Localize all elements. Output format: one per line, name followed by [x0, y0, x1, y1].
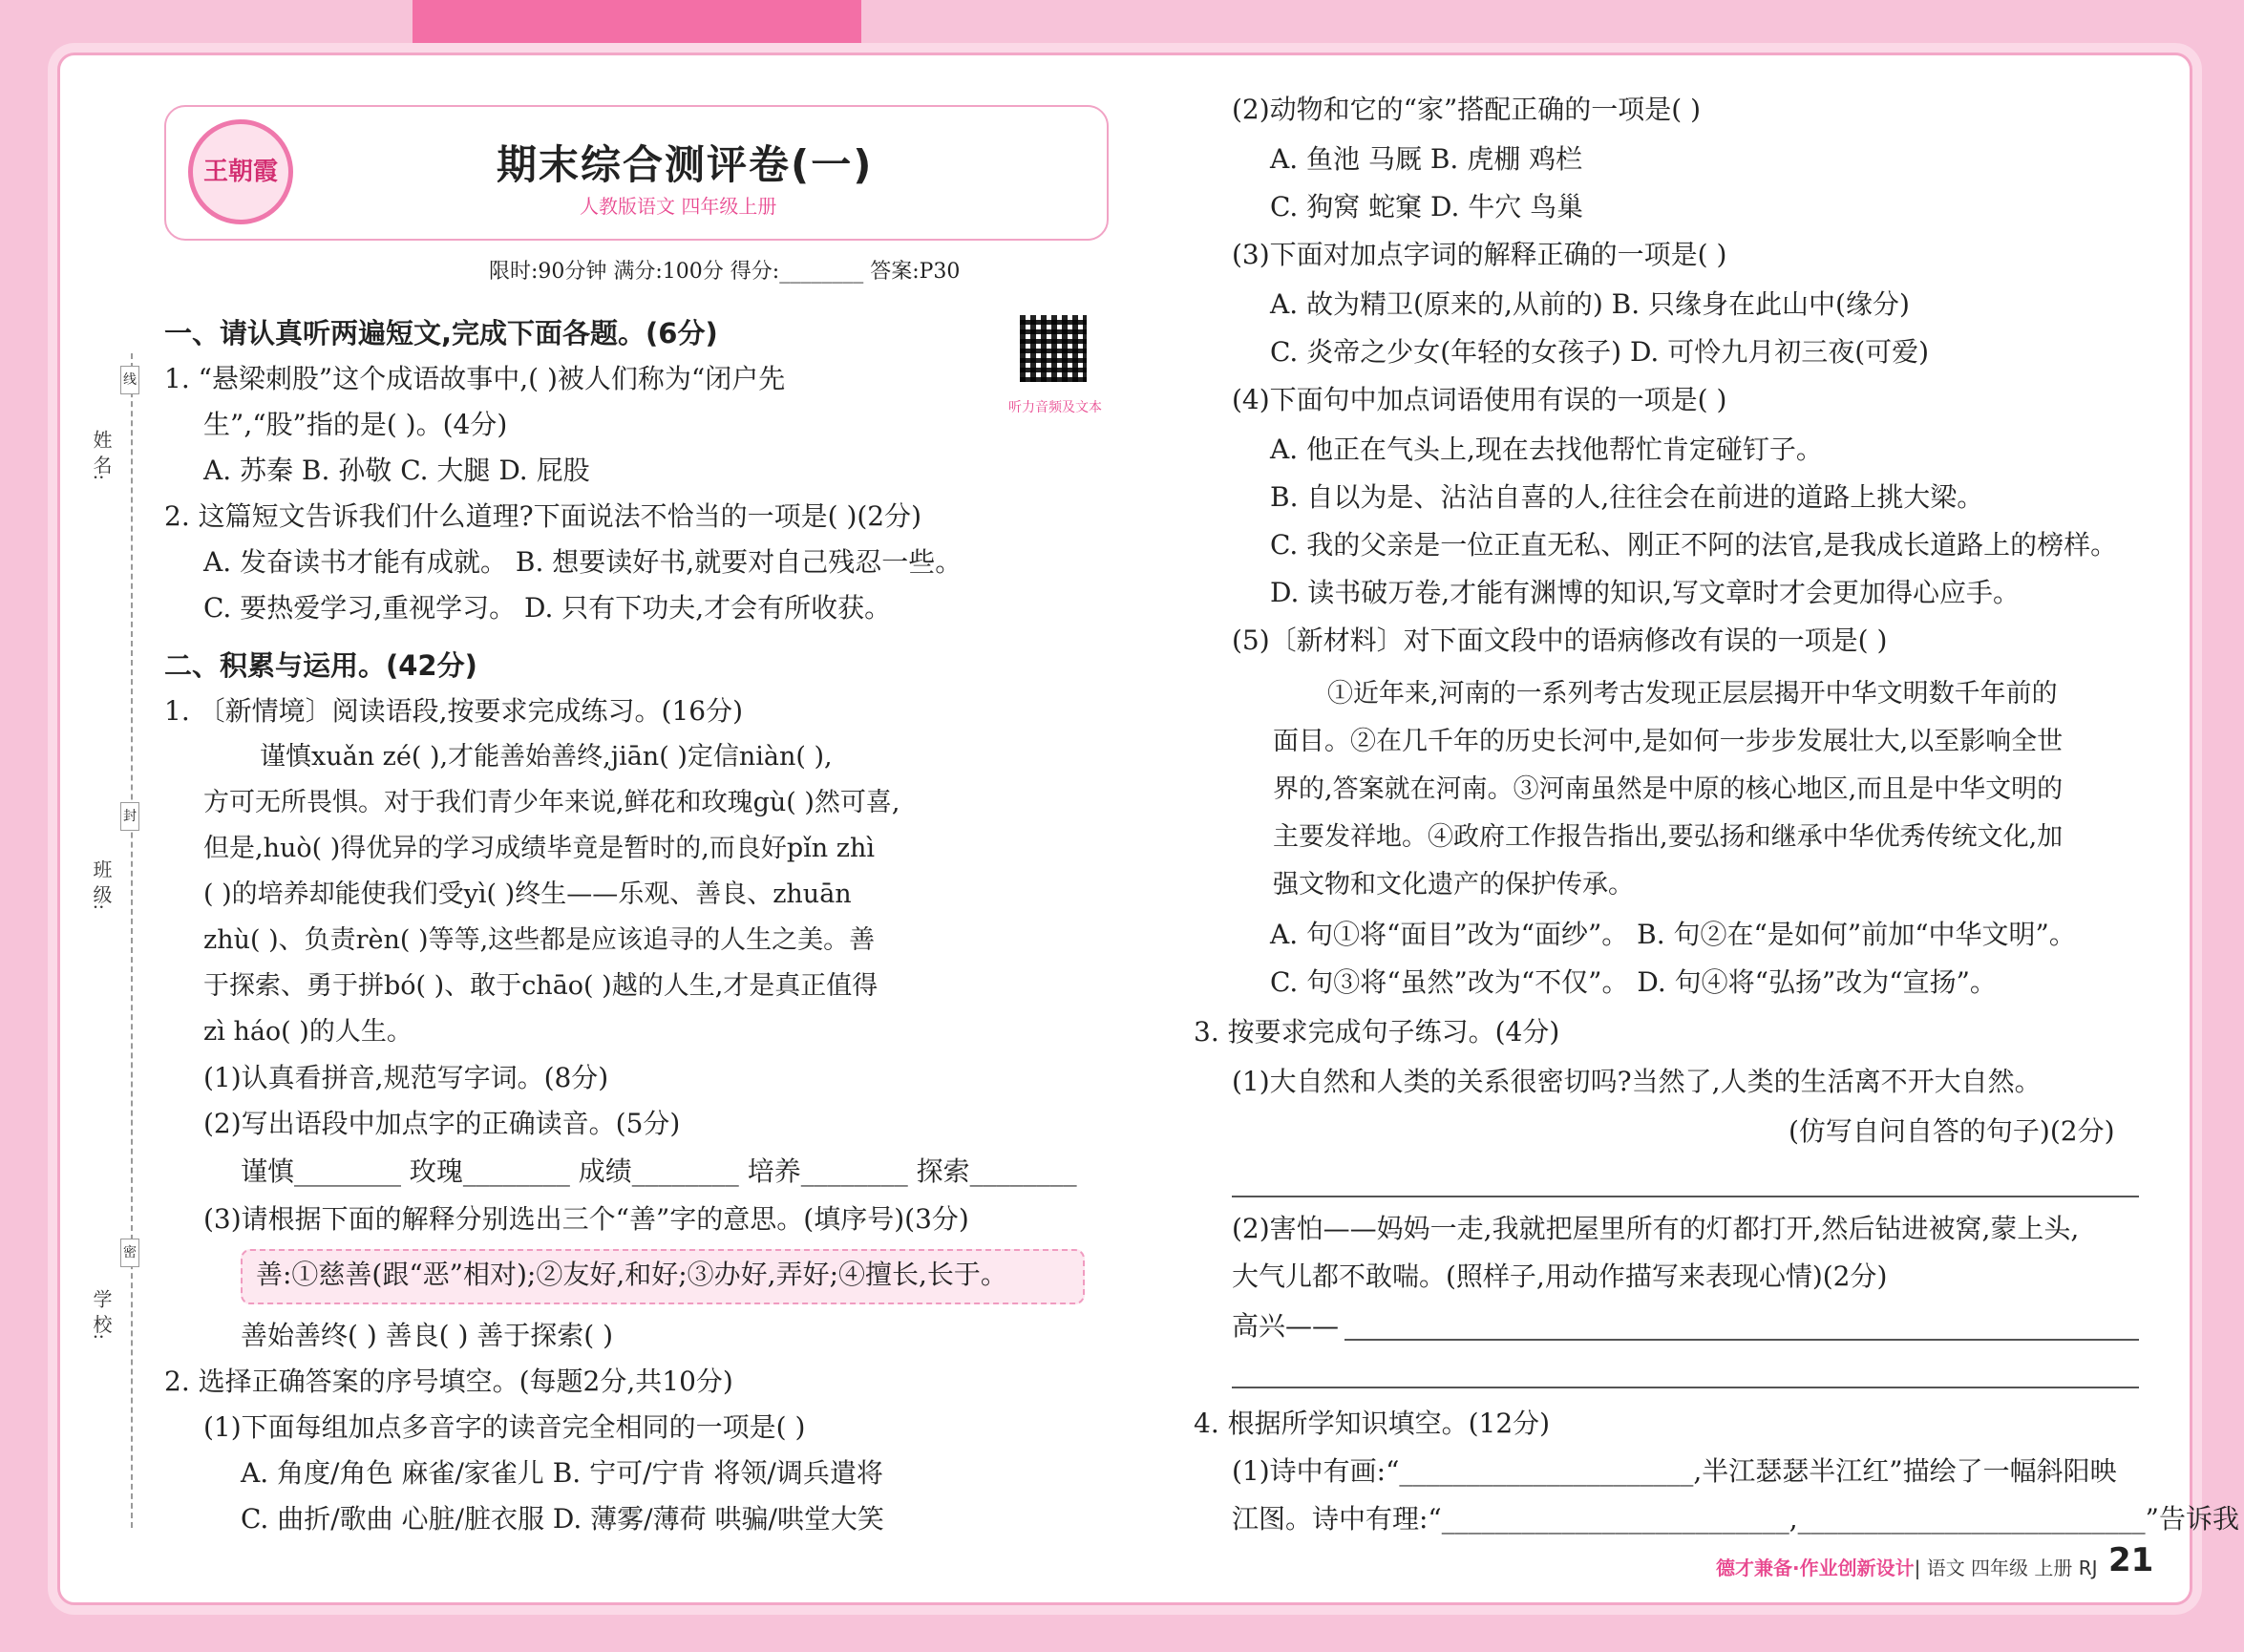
qr-code-icon: [1020, 315, 1087, 382]
passage-line: zhù( )、负责rèn( )等等,这些都是应该追寻的人生之美。善: [203, 925, 876, 955]
option-row: C. 要热爱学习,重视学习。 D. 只有下功夫,才会有所收获。: [203, 592, 892, 624]
answer-row: 善始善终( ) 善良( ) 善于探索( ): [241, 1320, 614, 1351]
option-row: C. 我的父亲是一位正直无私、刚正不阿的法官,是我成长道路上的榜样。: [1270, 529, 2118, 561]
answer-line: [1232, 1196, 2139, 1197]
option-row: C. 句③将“虽然”改为“不仅”。 D. 句④将“弘扬”改为“宣扬”。: [1270, 966, 1997, 998]
right-line: 4. 根据所学知识填空。(12分): [1194, 1408, 1551, 1439]
side-label-name: 姓 名:: [90, 430, 113, 481]
passage-line: 于探索、勇于拼bó( )、敢于chāo( )越的人生,才是真正值得: [203, 971, 879, 1001]
passage-line: 界的,答案就在河南。③河南虽然是中原的核心地区,而且是中华文明的: [1273, 774, 2064, 804]
option-row: A. 发奋读书才能有成就。 B. 想要读好书,就要对自己残忍一些。: [203, 546, 963, 578]
right-line: (5)〔新材料〕对下面文段中的语病修改有误的一项是( ): [1232, 625, 1888, 656]
option-row: A. 鱼池 马厩 B. 虎棚 鸡栏: [1270, 143, 1583, 175]
right-line: (3)下面对加点字词的解释正确的一项是( ): [1232, 239, 1727, 270]
passage-line: 谨慎xuǎn zé( ),才能善始善终,jiān( )定信niàn( ),: [260, 742, 833, 772]
side-mark-feng: 封: [120, 802, 139, 831]
passage-line: 但是,huò( )得优异的学习成绩毕竟是暂时的,而良好pǐn zhì: [203, 834, 875, 863]
right-line: 大气儿都不敢喘。(照样子,用动作描写来表现心情)(2分): [1232, 1260, 1888, 1292]
right-line: (1)大自然和人类的关系很密切吗?当然了,人类的生活离不开大自然。: [1232, 1066, 2042, 1097]
left-line: (2)写出语段中加点字的正确读音。(5分): [203, 1108, 681, 1139]
passage-line: ①近年来,河南的一系列考古发现正层层揭开中华文明数千年前的: [1327, 679, 2058, 709]
side-mark-xian: 线: [120, 366, 139, 394]
page-subtitle: 人教版语文 四年级上册: [580, 195, 777, 218]
option-row: A. 他正在气头上,现在去找他帮忙肯定碰钉子。: [1270, 434, 1823, 465]
option-row: C. 曲折/歌曲 心脏/脏衣服 D. 薄雾/薄荷 哄骗/哄堂大笑: [241, 1503, 884, 1535]
option-row: A. 苏秦 B. 孙敬 C. 大腿 D. 屁股: [203, 455, 590, 486]
footer: [1716, 1553, 2098, 1580]
section-1-title: 一、请认真听两遍短文,完成下面各题。(6分): [164, 317, 718, 349]
option-row: B. 自以为是、沾沾自喜的人,往往会在前进的道路上挑大梁。: [1270, 481, 1984, 513]
option-row: A. 句①将“面目”改为“面纱”。 B. 句②在“是如何”前加“中华文明”。: [1270, 919, 2076, 950]
left-line: 生”,“股”指的是( )。(4分): [203, 409, 508, 440]
passage-line: zì háo( )的人生。: [203, 1017, 413, 1047]
right-line: 江图。诗中有理:“__________________________,__________________________”告诉我: [1232, 1503, 2239, 1535]
right-line: (4)下面句中加点词语使用有误的一项是( ): [1232, 384, 1727, 415]
passage-line: 主要发祥地。④政府工作报告指出,要弘扬和继承中华优秀传统文化,加: [1273, 822, 2064, 852]
side-label-school: 学 校:: [90, 1289, 113, 1341]
right-line: (仿写自问自答的句子)(2分): [1789, 1115, 2115, 1147]
side-mark-mi: 密: [120, 1239, 139, 1267]
left-line: 1. “悬梁刺股”这个成语故事中,( )被人们称为“闭户先: [164, 363, 786, 394]
right-line: 高兴——: [1232, 1310, 1340, 1342]
option-row: C. 狗窝 蛇窠 D. 牛穴 鸟巢: [1270, 191, 1584, 222]
exam-info: 限时:90分钟 满分:100分 得分:________ 答案:P30: [489, 260, 961, 284]
left-line: (1)下面每组加点多音字的读音完全相同的一项是( ): [203, 1411, 806, 1443]
right-line: 3. 按要求完成句子练习。(4分): [1194, 1016, 1560, 1048]
footer-brand: 德才兼备·作业创新设计: [1716, 1557, 1915, 1579]
section-2-title: 二、积累与运用。(42分): [164, 649, 477, 682]
left-line: 1. 〔新情境〕阅读语段,按要求完成练习。(16分): [164, 695, 743, 727]
binding-line: [131, 353, 133, 1528]
right-line: (2)害怕——妈妈一走,我就把屋里所有的灯都打开,然后钻进被窝,蒙上头,: [1232, 1213, 2080, 1244]
option-row: A. 角度/角色 麻雀/家雀儿 B. 宁可/宁肯 将领/调兵遣将: [241, 1457, 883, 1489]
logo: 王朝霞: [188, 119, 293, 224]
left-line: 2. 这篇短文告诉我们什么道理?下面说法不恰当的一项是( )(2分): [164, 500, 922, 532]
answer-line: [1344, 1339, 2139, 1341]
definition-text: 善:①慈善(跟“恶”相对);②友好,和好;③办好,弄好;④擅长,长于。: [256, 1259, 1007, 1290]
passage-line: 面目。②在几千年的历史长河中,是如何一步步发展壮大,以至影响全世: [1273, 727, 2064, 756]
footer-info: | 语文 四年级 上册 RJ: [1914, 1557, 2098, 1579]
option-row: C. 炎帝之少女(年轻的女孩子) D. 可怜九月初三夜(可爱): [1270, 336, 1930, 368]
passage-line: 强文物和文化遗产的保护传承。: [1273, 870, 1634, 900]
passage-line: ( )的培养却能使我们受yì( )终生——乐观、善良、zhuān: [203, 879, 852, 909]
right-line: (1)诗中有画:“______________________,半江瑟瑟半江红”描绘了一幅斜阳映: [1232, 1455, 2117, 1487]
passage-line: 方可无所畏惧。对于我们青少年来说,鲜花和玫瑰gù( )然可喜,: [203, 788, 900, 817]
page-title: 期末综合测评卷(一): [497, 141, 874, 188]
option-row: A. 故为精卫(原来的,从前的) B. 只缘身在此山中(缘分): [1270, 288, 1910, 320]
option-row: D. 读书破万卷,才能有渊博的知识,写文章时才会更加得心应手。: [1270, 577, 2021, 608]
qr-caption: 听力音频及文本: [1008, 400, 1102, 415]
answer-line: [1232, 1387, 2139, 1388]
answer-row: 谨慎________ 玫瑰________ 成绩________ 培养________ 探索________: [241, 1155, 1077, 1187]
page-number: 21: [2108, 1541, 2154, 1579]
left-line: 2. 选择正确答案的序号填空。(每题2分,共10分): [164, 1366, 733, 1397]
left-line: (1)认真看拼音,规范写字词。(8分): [203, 1062, 609, 1093]
side-label-class: 班 级:: [90, 859, 113, 911]
right-line: (2)动物和它的“家”搭配正确的一项是( ): [1232, 94, 1702, 125]
left-line: (3)请根据下面的解释分别选出三个“善”字的意思。(填序号)(3分): [203, 1203, 969, 1235]
